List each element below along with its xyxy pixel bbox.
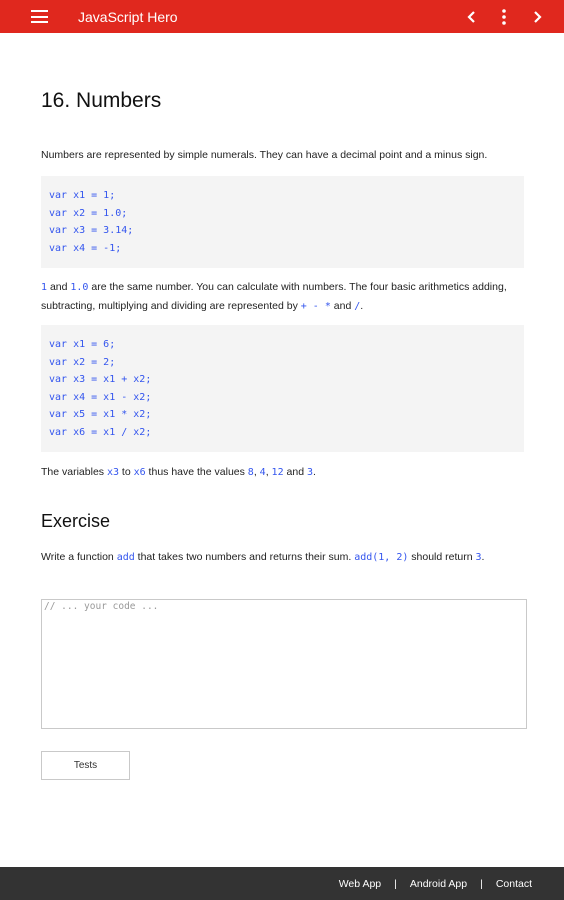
chevron-right-icon[interactable] (527, 6, 547, 28)
intro-paragraph: Numbers are represented by simple numerals. They can have a decimal point and a minus sign. (41, 149, 488, 161)
code-one: 1 (41, 282, 48, 293)
hamburger-menu-icon[interactable] (31, 10, 48, 23)
exercise-paragraph (41, 548, 527, 567)
app-title: JavaScript Hero (78, 9, 178, 25)
text: should return (408, 551, 476, 563)
code-x6: x6 (133, 467, 146, 478)
text: and (47, 281, 71, 293)
footer-links (339, 877, 532, 891)
text: , (253, 466, 260, 478)
code-example-2: var x1 = 6; var x2 = 2; var x3 = x1 + x2; var x4 = x1 - x2; var x5 = x1 * x2; var x6 = x1 / x2; (41, 325, 524, 452)
text: . (481, 551, 485, 563)
arithmetic-paragraph (41, 278, 511, 316)
text: to (119, 466, 134, 478)
code-one-point-zero: 1.0 (70, 282, 89, 293)
text: that takes two numbers and returns their sum. (134, 551, 355, 563)
tests-button[interactable]: Tests (41, 751, 130, 780)
code-result: 3 (475, 552, 482, 563)
code-divide-operator: / (354, 301, 361, 312)
code-x3: x3 (106, 467, 119, 478)
top-app-bar (0, 0, 564, 33)
code-add-call: add(1, 2) (354, 552, 409, 563)
text: . (312, 466, 316, 478)
text: thus have the values (145, 466, 248, 478)
text: , (265, 466, 272, 478)
footer-link-android-app[interactable]: Android App (409, 878, 468, 890)
footer-separator: | (480, 878, 483, 890)
text: The variables (41, 466, 107, 478)
code-add: add (116, 552, 135, 563)
value-8: 8 (247, 467, 254, 478)
footer-link-web-app[interactable]: Web App (338, 878, 382, 890)
text: and (283, 466, 307, 478)
more-vertical-icon[interactable] (494, 6, 514, 28)
text: . (360, 300, 364, 312)
values-paragraph (41, 463, 527, 482)
code-operators: + - * (300, 301, 331, 312)
code-editor[interactable] (41, 599, 527, 729)
footer (0, 867, 564, 900)
exercise-heading: Exercise (41, 511, 111, 531)
footer-separator: | (394, 878, 397, 890)
text: are the same number. You can calculate with numbers. The four basic arithmetics adding, subtracting, multiplying and dividing are represented by (41, 281, 507, 312)
text: and (330, 300, 355, 312)
value-3: 3 (306, 467, 313, 478)
footer-link-contact[interactable]: Contact (495, 878, 532, 890)
lesson-title: 16. Numbers (41, 89, 162, 112)
value-12: 12 (271, 467, 284, 478)
chevron-left-icon[interactable] (462, 6, 482, 28)
value-4: 4 (259, 467, 266, 478)
text: Write a function (41, 551, 117, 563)
code-example-1: var x1 = 1; var x2 = 1.0; var x3 = 3.14; var x4 = -1; (41, 176, 524, 268)
